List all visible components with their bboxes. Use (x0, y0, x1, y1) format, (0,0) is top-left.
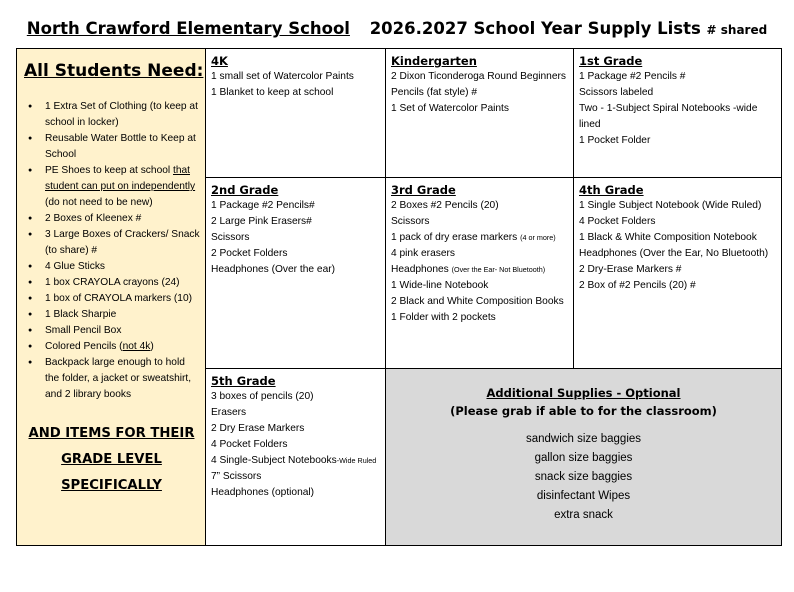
supply-item: 1 Set of Watercolor Paints (391, 103, 509, 114)
supply-item: Scissors labeled (579, 87, 654, 98)
grade-cell-1st (574, 49, 782, 178)
optional-item: sandwich size baggies (525, 433, 642, 445)
supply-item: 1 small set of Watercolor Paints (211, 71, 354, 82)
supply-item: 2 Boxes #2 Pencils (20) (391, 200, 499, 211)
list-item: ● 1 box of CRAYOLA markers (10) (22, 291, 201, 307)
grade-cell-2nd (206, 178, 386, 369)
supply-item: 2 Dry Erase Markers (211, 423, 305, 434)
page-title (0, 19, 794, 38)
grade-level-note: AND ITEMS FOR THEIR GRADE LEVEL SPECIFICALLY (28, 426, 195, 493)
supply-item: 1 Pocket Folder (579, 135, 651, 146)
supply-item: 3 boxes of pencils (20) (211, 391, 314, 402)
optional-item: disinfectant Wipes (536, 490, 631, 502)
grade-cell-4k (206, 49, 386, 178)
grade-title: 1st Grade (579, 54, 643, 68)
grade-title: 3rd Grade (391, 183, 456, 197)
supply-item-notebooks: 4 Single-Subject Notebooks-Wide Ruled (211, 455, 377, 466)
grade-title: Kindergarten (391, 54, 477, 68)
all-students-cell (17, 49, 206, 546)
supply-item: 1 Wide-line Notebook (391, 280, 489, 291)
list-item: ● 1 box CRAYOLA crayons (24) (22, 275, 201, 291)
supply-item: 2 Box of #2 Pencils (20) # (579, 280, 696, 291)
supply-item: 2 Dry-Erase Markers # (579, 264, 682, 275)
grade-cell-kindergarten (386, 49, 574, 178)
supply-item-headphones: Headphones (Over the Ear- Not Bluetooth) (391, 264, 546, 275)
supply-item: 4 pink erasers (391, 248, 455, 259)
supply-item: 2 Pocket Folders (211, 248, 288, 259)
grade-cell-4th (574, 178, 782, 369)
list-item: ● 4 Glue Sticks (22, 259, 201, 275)
supply-item: Erasers (211, 407, 247, 418)
list-item: ● 2 Boxes of Kleenex # (22, 211, 201, 227)
school-name: North Crawford Elementary School (26, 19, 350, 38)
supply-item: 1 Single Subject Notebook (Wide Ruled) (579, 200, 762, 211)
grade-title: 2nd Grade (211, 183, 279, 197)
supply-item: Headphones (Over the Ear, No Bluetooth) (579, 248, 769, 259)
supply-item: Two - 1-Subject Spiral Notebooks -wide lined (579, 103, 758, 130)
list-item: ● Reusable Water Bottle to Keep at School (22, 131, 201, 163)
supply-item: Headphones (Over the ear) (211, 264, 336, 275)
supply-table (16, 48, 782, 546)
supply-item: Scissors (211, 232, 250, 243)
supply-item: 1 Package #2 Pencils # (579, 71, 686, 82)
supply-item-markers: 1 pack of dry erase markers (4 or more) (391, 232, 556, 243)
supply-item: 2 Black and White Composition Books (391, 296, 564, 307)
supply-item: 4 Pocket Folders (211, 439, 288, 450)
all-students-list (22, 99, 201, 403)
year-title: 2026.2027 School Year Supply Lists (369, 19, 701, 38)
list-item: ● 1 Black Sharpie (22, 307, 201, 323)
grade-cell-3rd (386, 178, 574, 369)
shared-note: # shared (706, 23, 768, 37)
optional-title: Additional Supplies - Optional (486, 386, 681, 400)
supply-item: 2 Dixon Ticonderoga Round Beginners Pencils (fat style) # (391, 71, 566, 98)
list-item: ● Small Pencil Box (22, 323, 201, 339)
supply-item: 2 Large Pink Erasers# (211, 216, 312, 227)
optional-subtitle: (Please grab if able to for the classroom) (450, 404, 717, 418)
supply-item: 1 Package #2 Pencils# (211, 200, 315, 211)
supply-item: 1 Blanket to keep at school (211, 87, 334, 98)
all-students-heading: All Students Need: (24, 61, 204, 81)
supply-item: Scissors (391, 216, 430, 227)
grade-cell-5th (206, 369, 386, 546)
list-item: ● Backpack large enough to hold the folder, a jacket or sweatshirt, and 2 library books (22, 355, 201, 403)
supply-item: 4 Pocket Folders (579, 216, 656, 227)
list-item: ● 3 Large Boxes of Crackers/ Snack (to share) # (22, 227, 201, 259)
grade-title: 5th Grade (211, 374, 276, 388)
supply-item: 1 Black & White Composition Notebook (579, 232, 757, 243)
list-item-colored-pencils: ● Colored Pencils (not 4k) (22, 339, 201, 355)
grade-title: 4K (211, 54, 228, 68)
supply-item: 7” Scissors (211, 471, 262, 482)
list-item-pe-shoes: ● PE Shoes to keep at school that student can put on independently (do not need to be new) (22, 163, 201, 211)
grade-title: 4th Grade (579, 183, 644, 197)
optional-item: snack size baggies (534, 471, 633, 483)
supply-item: Headphones (optional) (211, 487, 315, 498)
optional-supplies-cell (386, 369, 782, 546)
list-item: ● 1 Extra Set of Clothing (to keep at school in locker) (22, 99, 201, 131)
supply-item: 1 Folder with 2 pockets (391, 312, 496, 323)
optional-item: gallon size baggies (534, 452, 633, 464)
optional-item: extra snack (554, 509, 613, 521)
